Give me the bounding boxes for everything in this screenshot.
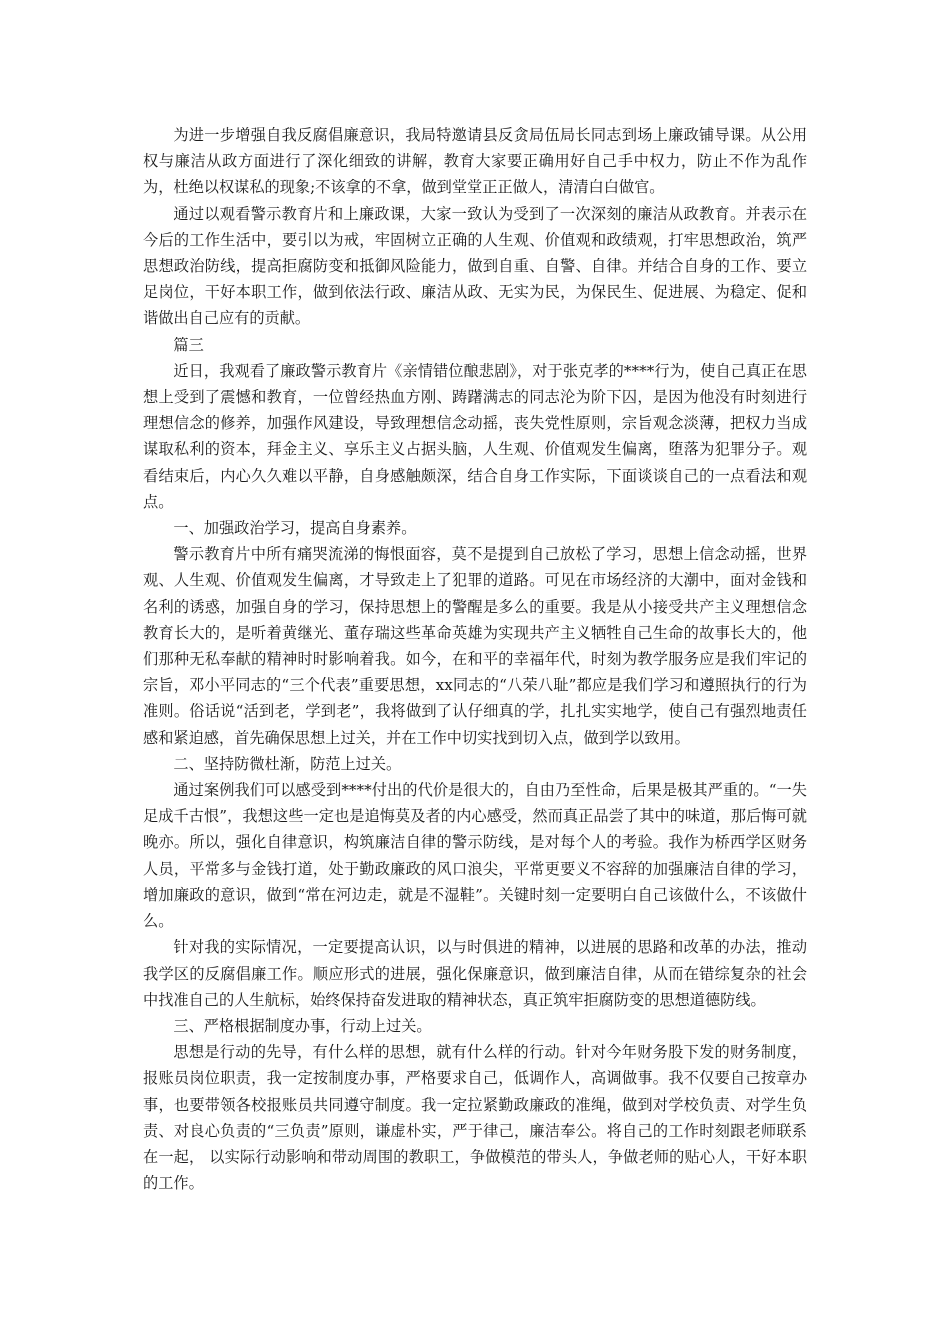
paragraph-follow-rules: 思想是行动的先导，有什么样的思想，就有什么样的行动。针对今年财务股下发的财务制度，报账员岗位职责，我一定按制度办事，严格要求自己，低调作人，高调做事。我不仅要自己按章办事，也要带领各校报账员共同遵守制度。我一定拉紧勤政廉政的准绳，做到对学校负责、对学生负责、对良心负责的“三负责”原则，谦虚朴实，严于律己，廉洁奉公。将自己的工作时刻跟老师联系在一起， 以实际行动影响和带动周围的教职工，争做模范的带头人，争做老师的贴心人，干好本职的工作。 <box>143 1043 807 1193</box>
subheading-follow-rules: 三、严格根据制度办事，行动上过关。 <box>173 1016 432 1035</box>
document-body <box>143 122 807 1196</box>
paragraph-lecture-reflection: 通过以观看警示教育片和上廉政课，大家一致认为受到了一次深刻的廉洁从政教育。并表示在今后的工作生活中，要引以为戒，牢固树立正确的人生观、价值观和政绩观，打牢思想政治，筑严思想政治防线，提高拒腐防变和抵御风险能力，做到自重、自警、自律。并结合自身的工作、要立足岗位，干好本职工作，做到依法行政、廉洁从政、无实为民，为保民生、促进展、为稳定、促和谐做出自己应有的贡献。 <box>143 204 807 328</box>
paragraph-intro-lecture: 为进一步增强自我反腐倡廉意识，我局特邀请县反贪局伍局长同志到场上廉政铺导课。从公用权与廉洁从政方面进行了深化细致的讲解，教育大家要正确用好自己手中权力，防止不作为乱作为，杜绝以权谋私的现象;不该拿的不拿，做到堂堂正正做人，清清白白做官。 <box>143 126 807 197</box>
paragraph-prevention: 通过案例我们可以感受到****付出的代价是很大的，自由乃至性命，后果是极其严重的。“一失足成千古恨”，我想这些一定也是追悔莫及者的内心感受，然而真正品尝了其中的味道，那后悔可就晚亦。所以，强化自律意识，构筑廉洁自律的警示防线，是对每个人的考验。我作为桥西学区财务人员，平常多与金钱打道，处于勤政廉政的风口浪尖，平常更要义不容辞的加强廉洁自律的学习，增加廉政的意识，做到“常在河边走，就是不湿鞋”。关键时刻一定要明白自己该做什么，不该做什么。 <box>143 781 807 931</box>
paragraph-political-study: 警示教育片中所有痛哭流涕的悔恨面容，莫不是提到自己放松了学习，思想上信念动摇，世界观、人生观、价值观发生偏离，才导致走上了犯罪的道路。可见在市场经济的大潮中，面对金钱和名利的诱惑，加强自身的学习，保持思想上的警醒是多么的重要。我是从小接受共产主义理想信念教育长大的，是听着黄继光、董存瑞这些革命英雄为实现共产主义牺牲自己生命的故事长大的，他们那种无私奉献的精神时时影响着我。如今，在和平的幸福年代，时刻为教学服务应是我们牢记的宗旨，邓小平同志的“三个代表”重要思想，xx同志的“八荣八耻”都应是我们学习和遵照执行的行为准则。俗话说“活到老，学到老”，我将做到了认仔细真的学，扎扎实实地学，使自己有强烈地责任感和紧迫感，首先确保思想上过关，并在工作中切实找到切入点，做到学以致用。 <box>143 545 807 747</box>
section-heading-part-three: 篇三 <box>173 335 204 354</box>
paragraph-personal-situation: 针对我的实际情况，一定要提高认识，以与时俱进的精神，以进展的思路和改革的办法，推动我学区的反腐倡廉工作。顺应形式的进展，强化保廉意识，做到廉洁自律，从而在错综复杂的社会中找准自己的人生航标，始终保持奋发进取的精神状态，真正筑牢拒腐防变的思想道德防线。 <box>143 938 807 1009</box>
subheading-prevention: 二、坚持防微杜渐，防范上过关。 <box>173 754 402 773</box>
paragraph-film-viewing: 近日，我观看了廉政警示教育片《亲情错位酿悲剧》，对于张克孝的****行为，使自己真正在思想上受到了震憾和教育，一位曾经热血方刚、踌躇满志的同志沦为阶下囚，是因为他没有时刻进行理想信念的修养，加强作风建设，导致理想信念动摇，丧失党性原则，宗旨观念淡薄，把权力当成谋取私利的资本，拜金主义、享乐主义占据头脑，人生观、价值观发生偏离，堕落为犯罪分子。观看结束后，内心久久难以平静，自身感触颇深，结合自身工作实际，下面谈谈自己的一点看法和观点。 <box>143 361 807 511</box>
subheading-political-study: 一、加强政治学习，提高自身素养。 <box>173 519 417 538</box>
